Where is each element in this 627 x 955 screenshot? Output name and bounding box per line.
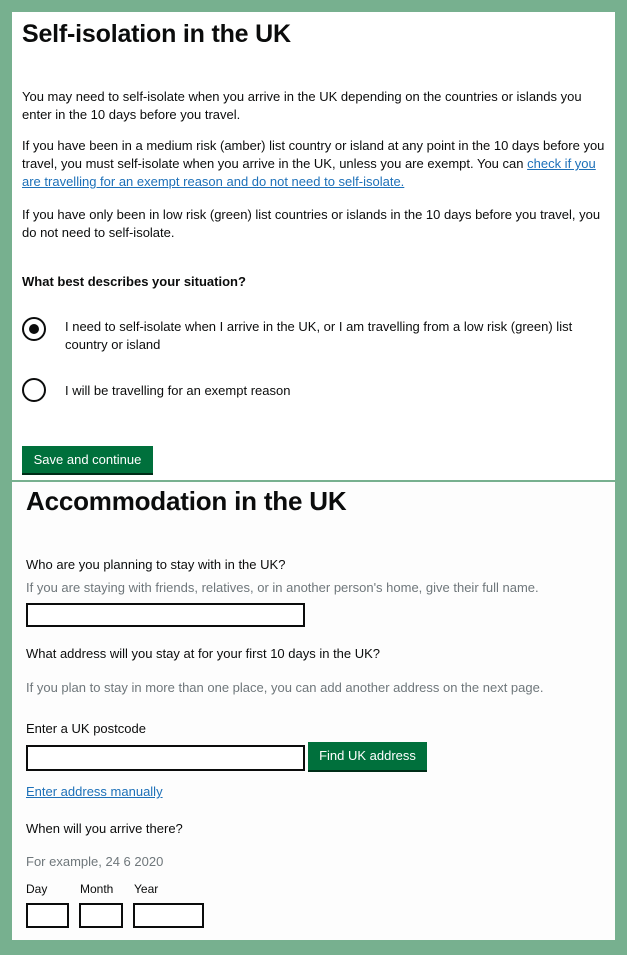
postcode-label: Enter a UK postcode [26, 721, 146, 736]
accommodation-panel [12, 482, 615, 940]
radio-button-self-isolate[interactable] [22, 317, 46, 341]
arrival-date-label: When will you arrive there? [26, 821, 183, 836]
amber-list-text: If you have been in a medium risk (amber) list country or island at any point in the 10 days before you travel, you must self-isolate when you arrive in the UK, unless you are exempt. You can [22, 138, 605, 171]
address-hint: If you plan to stay in more than one place, you can add another address on the next page. [26, 680, 544, 695]
radio-label-exempt: I will be travelling for an exempt reason [65, 383, 291, 398]
who-stay-input[interactable] [26, 603, 305, 627]
month-label: Month [80, 882, 114, 896]
postcode-input[interactable] [26, 745, 305, 771]
year-input[interactable] [133, 903, 204, 928]
month-input[interactable] [79, 903, 123, 928]
day-input[interactable] [26, 903, 69, 928]
address-label: What address will you stay at for your first 10 days in the UK? [26, 646, 381, 661]
who-stay-hint: If you are staying with friends, relatives, or in another person's home, give their full name. [26, 580, 539, 595]
situation-question: What best describes your situation? [22, 274, 246, 289]
find-uk-address-button[interactable]: Find UK address [308, 742, 427, 770]
radio-option-exempt[interactable] [22, 378, 595, 402]
save-and-continue-button[interactable]: Save and continue [22, 446, 153, 473]
accommodation-title: Accommodation in the UK [26, 486, 347, 516]
page-title: Self-isolation in the UK [22, 20, 291, 48]
isolation-intro-paragraph: You may need to self-isolate when you arrive in the UK depending on the countries or islands you enter in the 10 days before you travel. [22, 89, 582, 122]
enter-address-manually-link[interactable]: Enter address manually [26, 784, 163, 799]
amber-list-paragraph [22, 137, 612, 191]
radio-button-exempt[interactable] [22, 378, 46, 402]
radio-label-self-isolate: I need to self-isolate when I arrive in the UK, or I am travelling from a low risk (green) list country or island [65, 319, 573, 352]
green-list-paragraph: If you have only been in low risk (green) list countries or islands in the 10 days before you travel, you do not need to self-isolate. [22, 207, 601, 240]
exempt-reason-link[interactable]: check if you are travelling for an exempt reason and do not need to self-isolate. [22, 156, 596, 189]
who-stay-label: Who are you planning to stay with in the UK? [26, 557, 286, 572]
self-isolation-panel [12, 12, 615, 480]
year-label: Year [134, 882, 159, 896]
day-label: Day [26, 882, 48, 896]
radio-option-self-isolate[interactable] [22, 317, 595, 354]
arrival-date-hint: For example, 24 6 2020 [26, 854, 164, 869]
